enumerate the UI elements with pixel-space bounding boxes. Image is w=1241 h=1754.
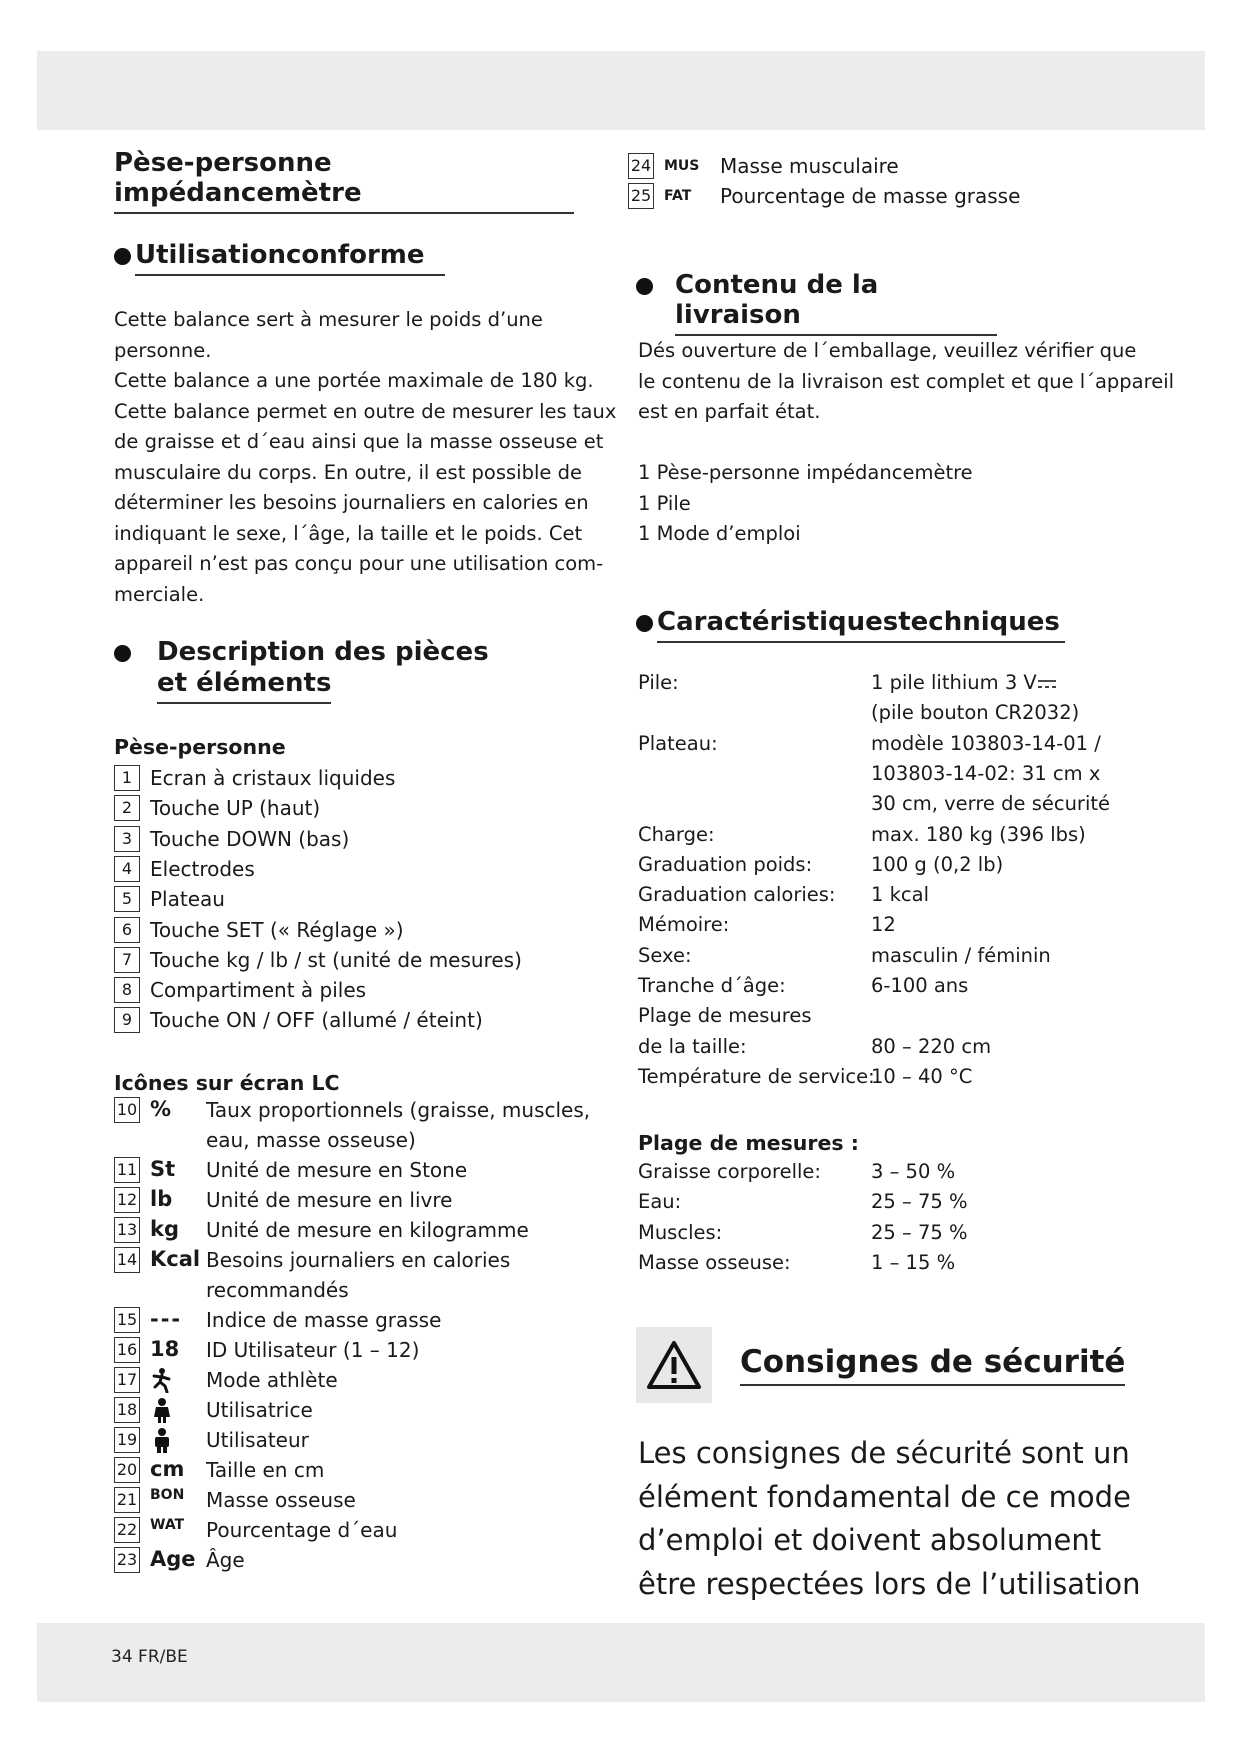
bullet-icon xyxy=(636,615,653,632)
item-number: 15 xyxy=(114,1307,140,1333)
scale-part-item xyxy=(114,916,404,944)
item-label: Unité de mesure en Stone xyxy=(206,1158,468,1182)
spec-value: 103803-14-02: 31 cm x xyxy=(871,761,1101,785)
scale-part-item xyxy=(114,764,395,792)
lcd-icon-item xyxy=(628,152,899,180)
spec-value: 80 – 220 cm xyxy=(871,1034,992,1058)
section-heading-specs-text: Caractéristiquestechniques xyxy=(657,607,1065,643)
item-label: Pourcentage de masse grasse xyxy=(720,184,1021,208)
delivery-items xyxy=(638,458,1178,550)
item-label-continued: eau, masse osseuse) xyxy=(206,1128,416,1152)
item-number: 11 xyxy=(114,1157,140,1183)
safety-line: être respectées lors de l’utilisation xyxy=(638,1566,1141,1601)
spec-label: Mémoire: xyxy=(638,913,730,937)
section-heading-parts-line1: Description des pièces xyxy=(157,637,489,667)
lcd-icon: St xyxy=(150,1157,176,1181)
item-number: 3 xyxy=(114,826,140,852)
spec-label: Tranche d´âge: xyxy=(638,974,786,997)
safety-line: d’emploi et doivent absolument xyxy=(638,1523,1102,1557)
icons-heading: Icônes sur écran LC xyxy=(114,1071,340,1095)
lcd-icon: Kcal xyxy=(150,1247,201,1271)
item-label: Unité de mesure en livre xyxy=(206,1188,453,1212)
item-label: Touche UP (haut) xyxy=(150,796,321,821)
spec-value: 100 g (0,2 lb) xyxy=(871,852,1004,876)
item-number: 19 xyxy=(114,1427,140,1453)
header-band xyxy=(37,51,1205,130)
lcd-icon: --- xyxy=(150,1307,183,1331)
dc-symbol-icon xyxy=(1037,671,1057,694)
lcd-icon: MUS xyxy=(664,158,700,174)
item-label: ID Utilisateur (1 – 12) xyxy=(206,1338,420,1362)
male-user-icon xyxy=(150,1427,206,1458)
item-label-continued: recommandés xyxy=(206,1278,349,1302)
item-number: 1 xyxy=(114,765,140,791)
lcd-icon: WAT xyxy=(150,1517,185,1533)
item-label: Ecran à cristaux liquides xyxy=(150,766,396,790)
scale-part-item xyxy=(114,946,522,974)
lcd-icon-item xyxy=(114,1157,467,1185)
item-label: Touche SET (« Réglage ») xyxy=(150,917,404,942)
bullet-icon xyxy=(114,645,131,662)
item-number: 18 xyxy=(114,1397,140,1423)
scale-part-item xyxy=(114,825,349,853)
scale-heading: Pèse-personne xyxy=(114,735,286,759)
scale-part-item xyxy=(114,794,320,822)
delivery-line: est en parfait état. xyxy=(638,400,821,423)
delivery-line: le contenu de la livraison est complet et que l´appareil xyxy=(638,369,1175,393)
usage-line: appareil n’est pas conçu pour une utilisation com- xyxy=(114,552,604,575)
lcd-icon: FAT xyxy=(664,188,692,204)
warning-box xyxy=(636,1327,712,1403)
range-value: 3 – 50 % xyxy=(871,1160,956,1183)
item-label: Masse osseuse xyxy=(206,1488,356,1512)
item-label: Masse musculaire xyxy=(720,154,899,178)
scale-part-item xyxy=(114,1006,483,1034)
range-heading: Plage de mesures : xyxy=(638,1131,859,1155)
item-label: Touche DOWN (bas) xyxy=(150,826,350,851)
delivery-line: Dés ouverture de l´emballage, veuillez vérifier que xyxy=(638,339,1137,362)
range-value: 25 – 75 % xyxy=(871,1220,968,1244)
bullet-icon xyxy=(114,248,131,265)
range-value: 1 – 15 % xyxy=(871,1250,956,1274)
section-heading-parts xyxy=(114,637,489,699)
item-label: Mode athlète xyxy=(206,1368,338,1392)
spec-label: de la taille: xyxy=(638,1034,747,1058)
item-number: 10 xyxy=(114,1097,140,1123)
item-label: Compartiment à piles xyxy=(150,978,367,1003)
section-heading-usage xyxy=(114,240,445,276)
spec-value: 1 pile lithium 3 V xyxy=(871,668,1057,699)
spec-value: masculin / féminin xyxy=(871,943,1051,967)
item-number: 24 xyxy=(628,153,654,179)
delivery-item: 1 Pèse-personne impédancemètre xyxy=(638,461,973,484)
safety-title: Consignes de sécurité xyxy=(740,1344,1125,1386)
page-number: 34 xyxy=(111,1647,133,1667)
usage-paragraph xyxy=(114,305,624,610)
spec-label: Sexe: xyxy=(638,943,692,967)
usage-line: Cette balance permet en outre de mesurer les taux xyxy=(114,399,617,423)
lcd-icon-item xyxy=(114,1517,397,1545)
spec-value: 12 xyxy=(871,913,896,937)
lcd-icon: % xyxy=(150,1097,172,1121)
spec-value: 1 kcal xyxy=(871,883,929,907)
usage-line: de graisse et d´eau ainsi que la masse osseuse et xyxy=(114,430,604,453)
item-label: Besoins journaliers en calories recommandés xyxy=(206,1248,511,1302)
item-label: Utilisatrice xyxy=(206,1398,313,1422)
spec-label: Graduation calories: xyxy=(638,883,836,907)
footer-band xyxy=(37,1623,1205,1702)
lcd-icon-item xyxy=(114,1187,452,1215)
spec-label: Plateau: xyxy=(638,731,718,755)
lcd-icon-item xyxy=(628,182,1020,210)
usage-line: déterminer les besoins journaliers en calories en xyxy=(114,491,589,514)
lcd-icon-item xyxy=(114,1367,338,1395)
item-label: Taille en cm xyxy=(206,1458,325,1482)
spec-value: modèle 103803-14-01 / xyxy=(871,731,1101,755)
item-label: Plateau xyxy=(150,887,225,912)
bullet-icon xyxy=(636,278,653,295)
spec-value: 6-100 ans xyxy=(871,974,969,997)
section-heading-parts-line2: et éléments xyxy=(157,668,331,704)
item-number: 17 xyxy=(114,1367,140,1393)
lcd-icon-item xyxy=(114,1337,419,1365)
safety-line: Les consignes de sécurité sont un xyxy=(638,1436,1130,1470)
spec-label: Graduation poids: xyxy=(638,852,813,876)
spec-label: Charge: xyxy=(638,822,715,846)
usage-line: musculaire du corps. En outre, il est possible de xyxy=(114,460,582,484)
lcd-icon: cm xyxy=(150,1457,185,1481)
item-label: Utilisateur xyxy=(206,1428,309,1452)
item-number: 20 xyxy=(114,1457,140,1483)
item-number: 8 xyxy=(114,977,140,1003)
item-number: 13 xyxy=(114,1217,140,1243)
safety-line: élément fondamental de ce mode xyxy=(638,1479,1131,1514)
item-label: Pourcentage d´eau xyxy=(206,1518,398,1542)
lcd-icon: kg xyxy=(150,1217,179,1241)
item-label: Unité de mesure en kilogramme xyxy=(206,1218,529,1242)
item-number: 12 xyxy=(114,1187,140,1213)
lcd-icon-item xyxy=(114,1307,441,1335)
item-number: 5 xyxy=(114,886,140,912)
item-label: Electrodes xyxy=(150,856,255,881)
section-heading-delivery xyxy=(636,270,997,336)
delivery-item: 1 Mode d’emploi xyxy=(638,522,801,545)
lcd-icon-item xyxy=(114,1547,245,1575)
lcd-icon-item xyxy=(114,1247,511,1302)
page-language: FR/BE xyxy=(138,1647,188,1667)
spec-label: Pile: xyxy=(638,671,679,694)
spec-label: Plage de mesures xyxy=(638,1004,812,1028)
item-number: 25 xyxy=(628,183,654,209)
item-number: 21 xyxy=(114,1487,140,1513)
item-number: 6 xyxy=(114,917,140,943)
item-number: 22 xyxy=(114,1517,140,1543)
item-label: Touche kg / lb / st (unité de mesures) xyxy=(150,947,522,972)
item-label: Âge xyxy=(206,1548,245,1572)
page-title: Pèse-personne impédancemètre xyxy=(114,148,574,214)
range-label: Masse osseuse: xyxy=(638,1250,791,1274)
item-number: 2 xyxy=(114,795,140,821)
usage-line: merciale. xyxy=(114,582,205,606)
spec-value: 30 cm, verre de sécurité xyxy=(871,792,1111,816)
lcd-icon: BON xyxy=(150,1487,185,1503)
lcd-icon-item xyxy=(114,1457,324,1485)
spec-value: (pile bouton CR2032) xyxy=(871,701,1080,725)
item-number: 4 xyxy=(114,856,140,882)
range-label: Muscles: xyxy=(638,1220,723,1244)
item-number: 9 xyxy=(114,1007,140,1033)
scale-part-item xyxy=(114,976,366,1004)
lcd-icon: lb xyxy=(150,1187,173,1211)
section-heading-specs xyxy=(636,607,1065,643)
range-label: Graisse corporelle: xyxy=(638,1160,821,1183)
lcd-icon-item xyxy=(114,1217,529,1245)
section-heading-delivery-text: Contenu de la livraison xyxy=(675,270,997,336)
item-label: Touche ON / OFF (allumé / éteint) xyxy=(150,1008,483,1033)
female-user-icon xyxy=(150,1397,206,1428)
item-number: 23 xyxy=(114,1547,140,1573)
page-footer xyxy=(111,1647,188,1667)
lcd-icon-item xyxy=(114,1427,309,1455)
section-heading-usage-text: Utilisationconforme xyxy=(135,240,445,276)
lcd-icon-item xyxy=(114,1487,356,1515)
lcd-icon-item xyxy=(114,1397,313,1425)
warning-triangle-icon xyxy=(645,1339,703,1391)
usage-line: Cette balance sert à mesurer le poids d’une personne. xyxy=(114,308,543,362)
spec-label: Température de service: xyxy=(638,1064,875,1088)
lcd-icon-item xyxy=(114,1097,591,1152)
usage-line: indiquant le sexe, l´âge, la taille et le poids. Cet xyxy=(114,521,583,545)
range-value: 25 – 75 % xyxy=(871,1190,968,1214)
item-number: 7 xyxy=(114,947,140,973)
scale-part-item xyxy=(114,885,225,913)
lcd-icon: 18 xyxy=(150,1337,180,1361)
item-label: Taux proportionnels (graisse, muscles, eau, masse osseuse) xyxy=(206,1098,591,1152)
usage-line: Cette balance a une portée maximale de 180 kg. xyxy=(114,369,594,392)
safety-paragraph xyxy=(638,1432,1158,1606)
delivery-item: 1 Pile xyxy=(638,491,691,515)
delivery-paragraph xyxy=(638,336,1178,428)
athlete-icon xyxy=(150,1367,206,1398)
item-number: 14 xyxy=(114,1247,140,1273)
spec-value: max. 180 kg (396 lbs) xyxy=(871,822,1086,846)
spec-value: 10 – 40 °C xyxy=(871,1064,973,1088)
range-label: Eau: xyxy=(638,1190,682,1214)
item-label: Indice de masse grasse xyxy=(206,1308,442,1332)
lcd-icon: Age xyxy=(150,1547,196,1571)
scale-part-item xyxy=(114,855,255,883)
item-number: 16 xyxy=(114,1337,140,1363)
